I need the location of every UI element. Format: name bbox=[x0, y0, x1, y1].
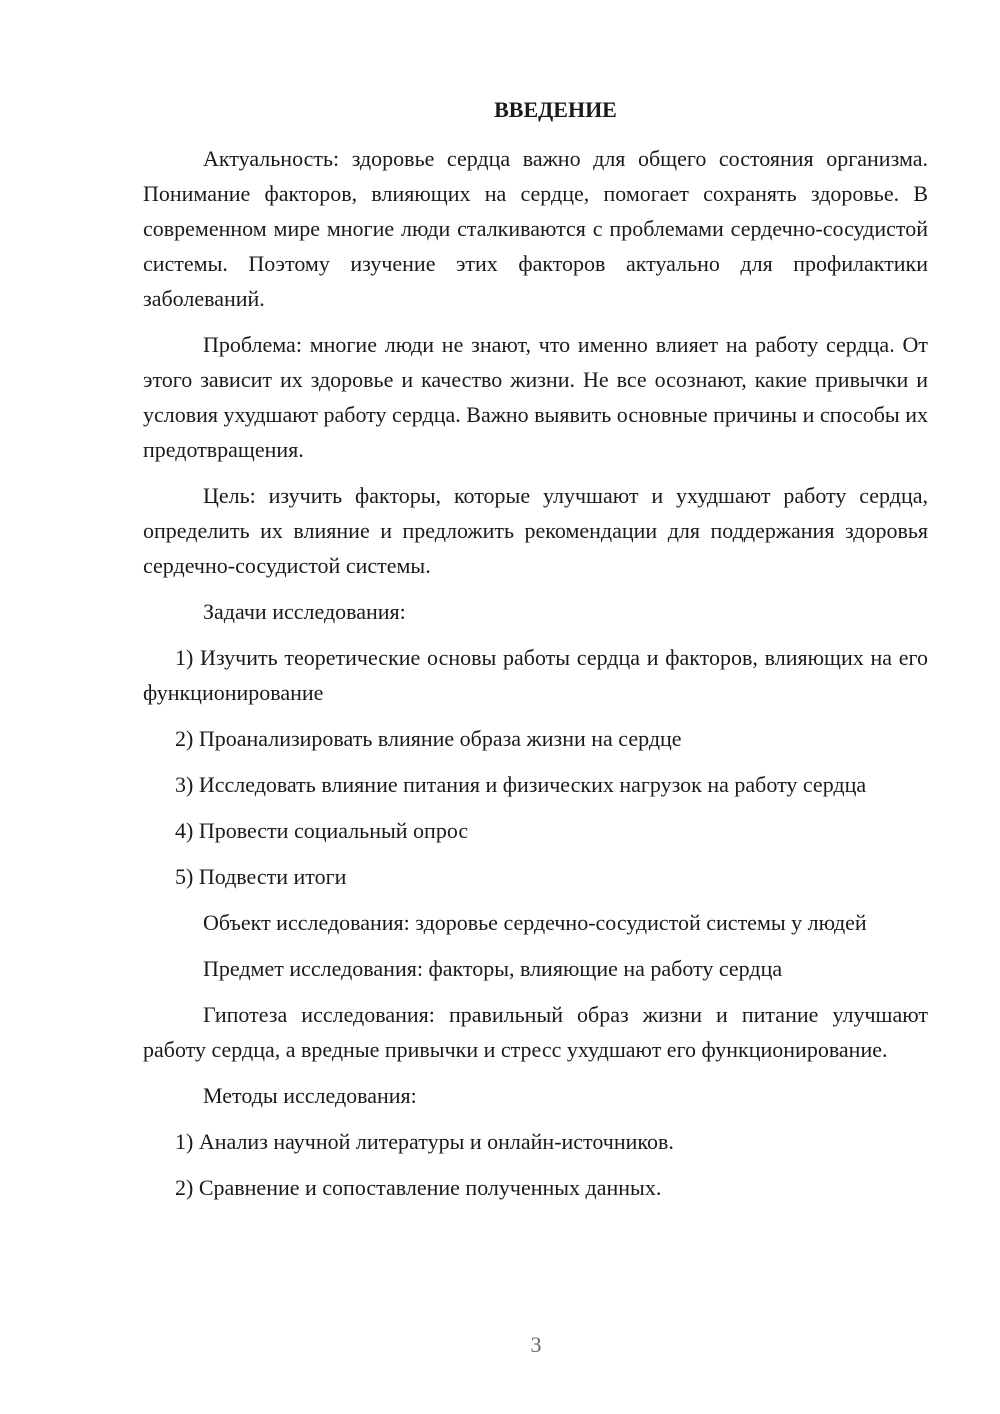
task-item: 5) Подвести итоги bbox=[175, 864, 347, 889]
task-item: 2) Проанализировать влияние образа жизни на сердце bbox=[175, 726, 682, 751]
section-title: ВВЕДЕНИЕ bbox=[494, 97, 617, 122]
document-page bbox=[143, 92, 928, 1216]
tasks-heading: Задачи исследования: bbox=[203, 599, 406, 624]
methods-heading: Методы исследования: bbox=[203, 1083, 417, 1108]
paragraph-relevance: Актуальность: здоровье сердца важно для общего состояния организма. Понимание факторов, влияющих на сердце, помогает сохранять здоровье. В современном мире многие люди сталкиваются с проблемами сердечно-сосудистой системы. Поэтому изучение этих факторов актуально для профилактики заболеваний. bbox=[143, 146, 928, 311]
paragraph-goal: Цель: изучить факторы, которые улучшают и ухудшают работу сердца, определить их влияние и предложить рекомендации для поддержания здоровья сердечно-сосудистой системы. bbox=[143, 483, 928, 578]
paragraph-object: Объект исследования: здоровье сердечно-сосудистой системы у людей bbox=[203, 910, 867, 935]
task-item: 4) Провести социальный опрос bbox=[175, 818, 469, 843]
paragraph-subject: Предмет исследования: факторы, влияющие на работу сердца bbox=[203, 956, 783, 981]
task-item: 3) Исследовать влияние питания и физических нагрузок на работу сердца bbox=[175, 772, 867, 797]
task-item: 1) Изучить теоретические основы работы сердца и факторов, влияющих на его функционирование bbox=[143, 645, 928, 705]
method-item: 1) Анализ научной литературы и онлайн-источников. bbox=[175, 1129, 674, 1154]
paragraph-problem: Проблема: многие люди не знают, что именно влияет на работу сердца. От этого зависит их здоровье и качество жизни. Не все осознают, какие привычки и условия ухудшают работу сердца. Важно выявить основные причины и способы их предотвращения. bbox=[143, 332, 928, 462]
page-number: 3 bbox=[530, 1332, 542, 1357]
paragraph-hypothesis: Гипотеза исследования: правильный образ жизни и питание улучшают работу сердца, а вредные привычки и стресс ухудшают его функционирование. bbox=[143, 1002, 928, 1062]
method-item: 2) Сравнение и сопоставление полученных данных. bbox=[175, 1175, 662, 1200]
